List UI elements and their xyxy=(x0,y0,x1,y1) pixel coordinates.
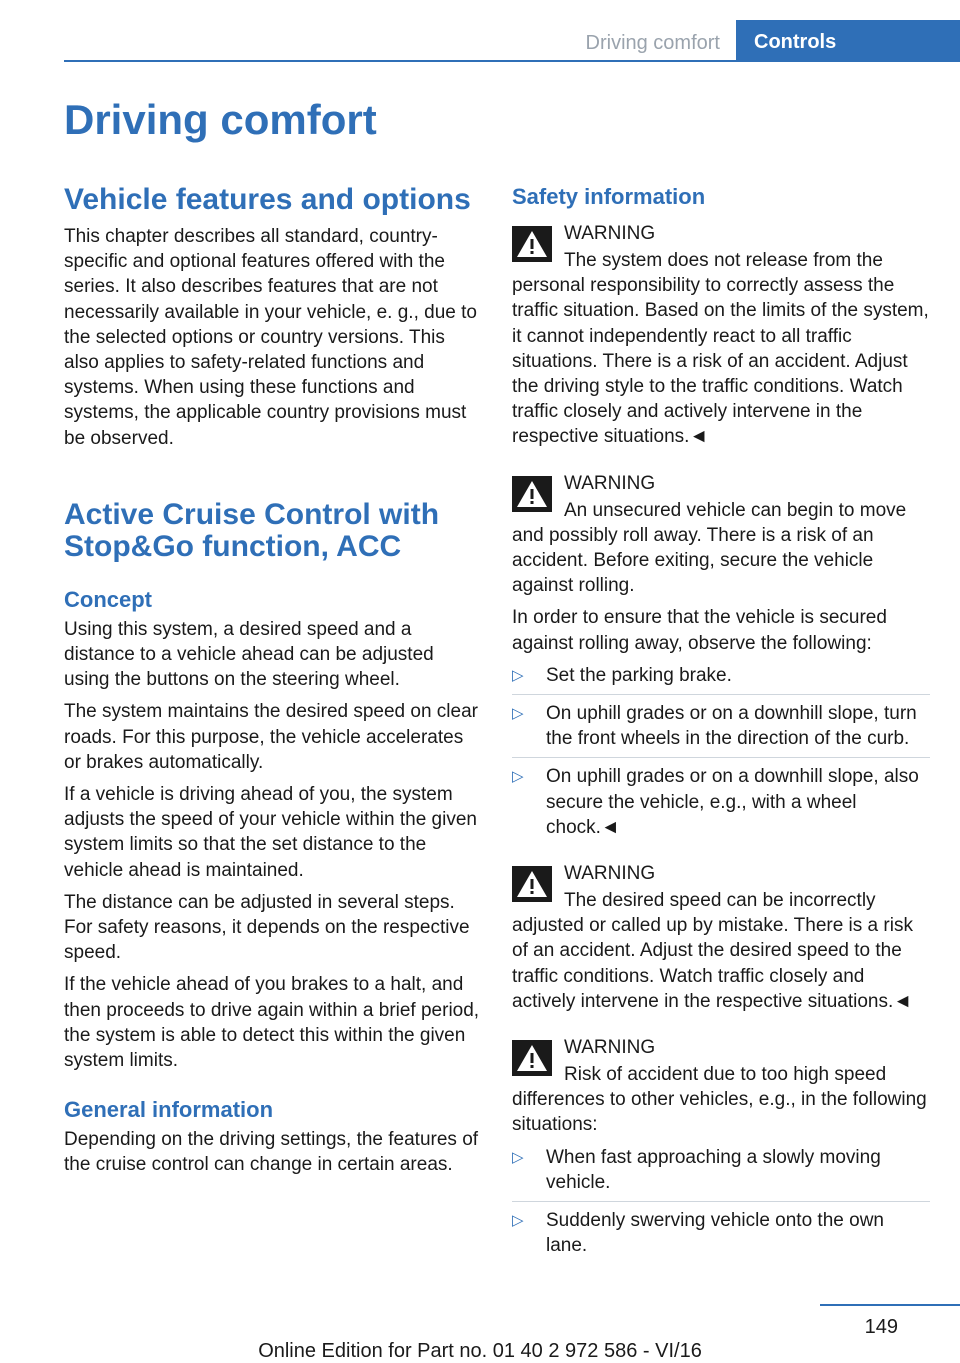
header-chapter-tab[interactable]: Controls xyxy=(736,20,960,62)
vehicle-features-heading: Vehicle features and options xyxy=(64,183,471,216)
list-item: ▷ Suddenly swerving vehicle onto the own lane. xyxy=(512,1210,884,1257)
header-section-title: Driving comfort xyxy=(585,32,720,54)
triangle-bullet-icon: ▷ xyxy=(512,1148,524,1166)
right-column xyxy=(512,184,930,1271)
warning-triangle-icon xyxy=(512,226,552,262)
header-rule xyxy=(64,60,960,62)
warning-label: WARNING xyxy=(564,472,656,494)
warning-4-text: Risk of accident due to too high speed differences to other vehicles, e.g., in the following situations: xyxy=(512,1064,927,1136)
warning-block-3 xyxy=(512,860,930,912)
warning-label: WARNING xyxy=(564,1037,656,1059)
warning-block-1 xyxy=(512,220,930,272)
general-info-heading: General information xyxy=(64,1097,274,1123)
speed-situations-list xyxy=(512,1145,930,1265)
warning-2-text: An unsecured vehicle can begin to move and possibly roll away. There is a risk of an accident. Before exiting, secure the vehicle against rolling. xyxy=(512,499,907,597)
warning-2-followup: In order to ensure that the vehicle is secured against rolling away, observe the following: xyxy=(512,607,887,654)
list-item: ▷ On uphill grades or on a downhill slope, turn the front wheels in the direction of the curb. xyxy=(512,701,930,758)
safety-info-heading: Safety information xyxy=(512,184,706,209)
warning-label: WARNING xyxy=(564,223,656,244)
edition-footer: Online Edition for Part no. 01 40 2 972 586 - VI/16 xyxy=(258,1340,702,1362)
concept-p3: If a vehicle is driving ahead of you, the system adjusts the speed of your vehicle within the given system limits so that the set distance to the vehicle ahead is maintained. xyxy=(64,784,477,881)
concept-heading: Concept xyxy=(64,586,152,612)
warning-triangle-icon xyxy=(512,1040,552,1076)
triangle-bullet-icon: ▷ xyxy=(512,666,524,684)
concept-p1: Using this system, a desired speed and a distance to a vehicle ahead can be adjusted using the buttons on the steering wheel. xyxy=(64,618,434,691)
warning-3-text: The desired speed can be incorrectly adjusted or called up by mistake. There is a risk of an accident. Adjust the desired speed to the traffic conditions. Watch traffic closely and actively intervene in the respective situations.◄ xyxy=(512,890,913,1012)
concept-p5: If the vehicle ahead of you brakes to a halt, and then proceeds to drive again within a brief period, the system is able to detect this within the given system limits. xyxy=(64,974,480,1072)
warning-1-text: The system does not release from the personal responsibility to correctly assess the traffic situation. Based on the limits of the system, it cannot independently react to all traffic situations. There is a risk of an accident. Adjust the driving style to the traffic conditions. Watch traffic closely and actively intervene in the respective situations.◄ xyxy=(512,250,929,448)
page-title: Driving comfort xyxy=(64,96,377,143)
list-item: ▷ Set the parking brake. xyxy=(512,663,930,695)
acc-heading: Active Cruise Control with Stop&Go function, ACC xyxy=(64,497,440,563)
warning-triangle-icon xyxy=(512,866,552,902)
left-column xyxy=(64,184,482,1178)
list-item: ▷ When fast approaching a slowly moving vehicle. xyxy=(512,1145,930,1202)
parking-steps-list xyxy=(512,663,930,846)
triangle-bullet-icon: ▷ xyxy=(512,705,524,723)
page-number: 149 xyxy=(864,1316,898,1338)
footer-rule xyxy=(820,1304,960,1306)
vehicle-features-body: This chapter describes all standard, country-specific and optional features offered with the series. It also describes features that are not necessarily available in your vehicle, e. g., due to the selected options or country versions. This also applies to safety-related functions and systems. When using these functions and systems, the applicable country provisions must be observed. xyxy=(64,226,477,449)
triangle-bullet-icon: ▷ xyxy=(512,1212,524,1230)
warning-label: WARNING xyxy=(564,863,656,885)
triangle-bullet-icon: ▷ xyxy=(512,768,524,786)
general-info-body: Depending on the driving settings, the features of the cruise control can change in certain areas. xyxy=(64,1129,479,1176)
concept-p4: The distance can be adjusted in several steps. For safety reasons, it depends on the respective speed. xyxy=(64,891,470,964)
warning-block-2 xyxy=(512,470,930,522)
concept-p2: The system maintains the desired speed on clear roads. For this purpose, the vehicle accelerates or brakes automatically. xyxy=(64,701,478,773)
warning-triangle-icon xyxy=(512,476,552,512)
list-item: ▷ On uphill grades or on a downhill slope, also secure the vehicle, e.g., with a wheel chock.◄ xyxy=(512,766,919,838)
warning-block-4 xyxy=(512,1034,930,1086)
